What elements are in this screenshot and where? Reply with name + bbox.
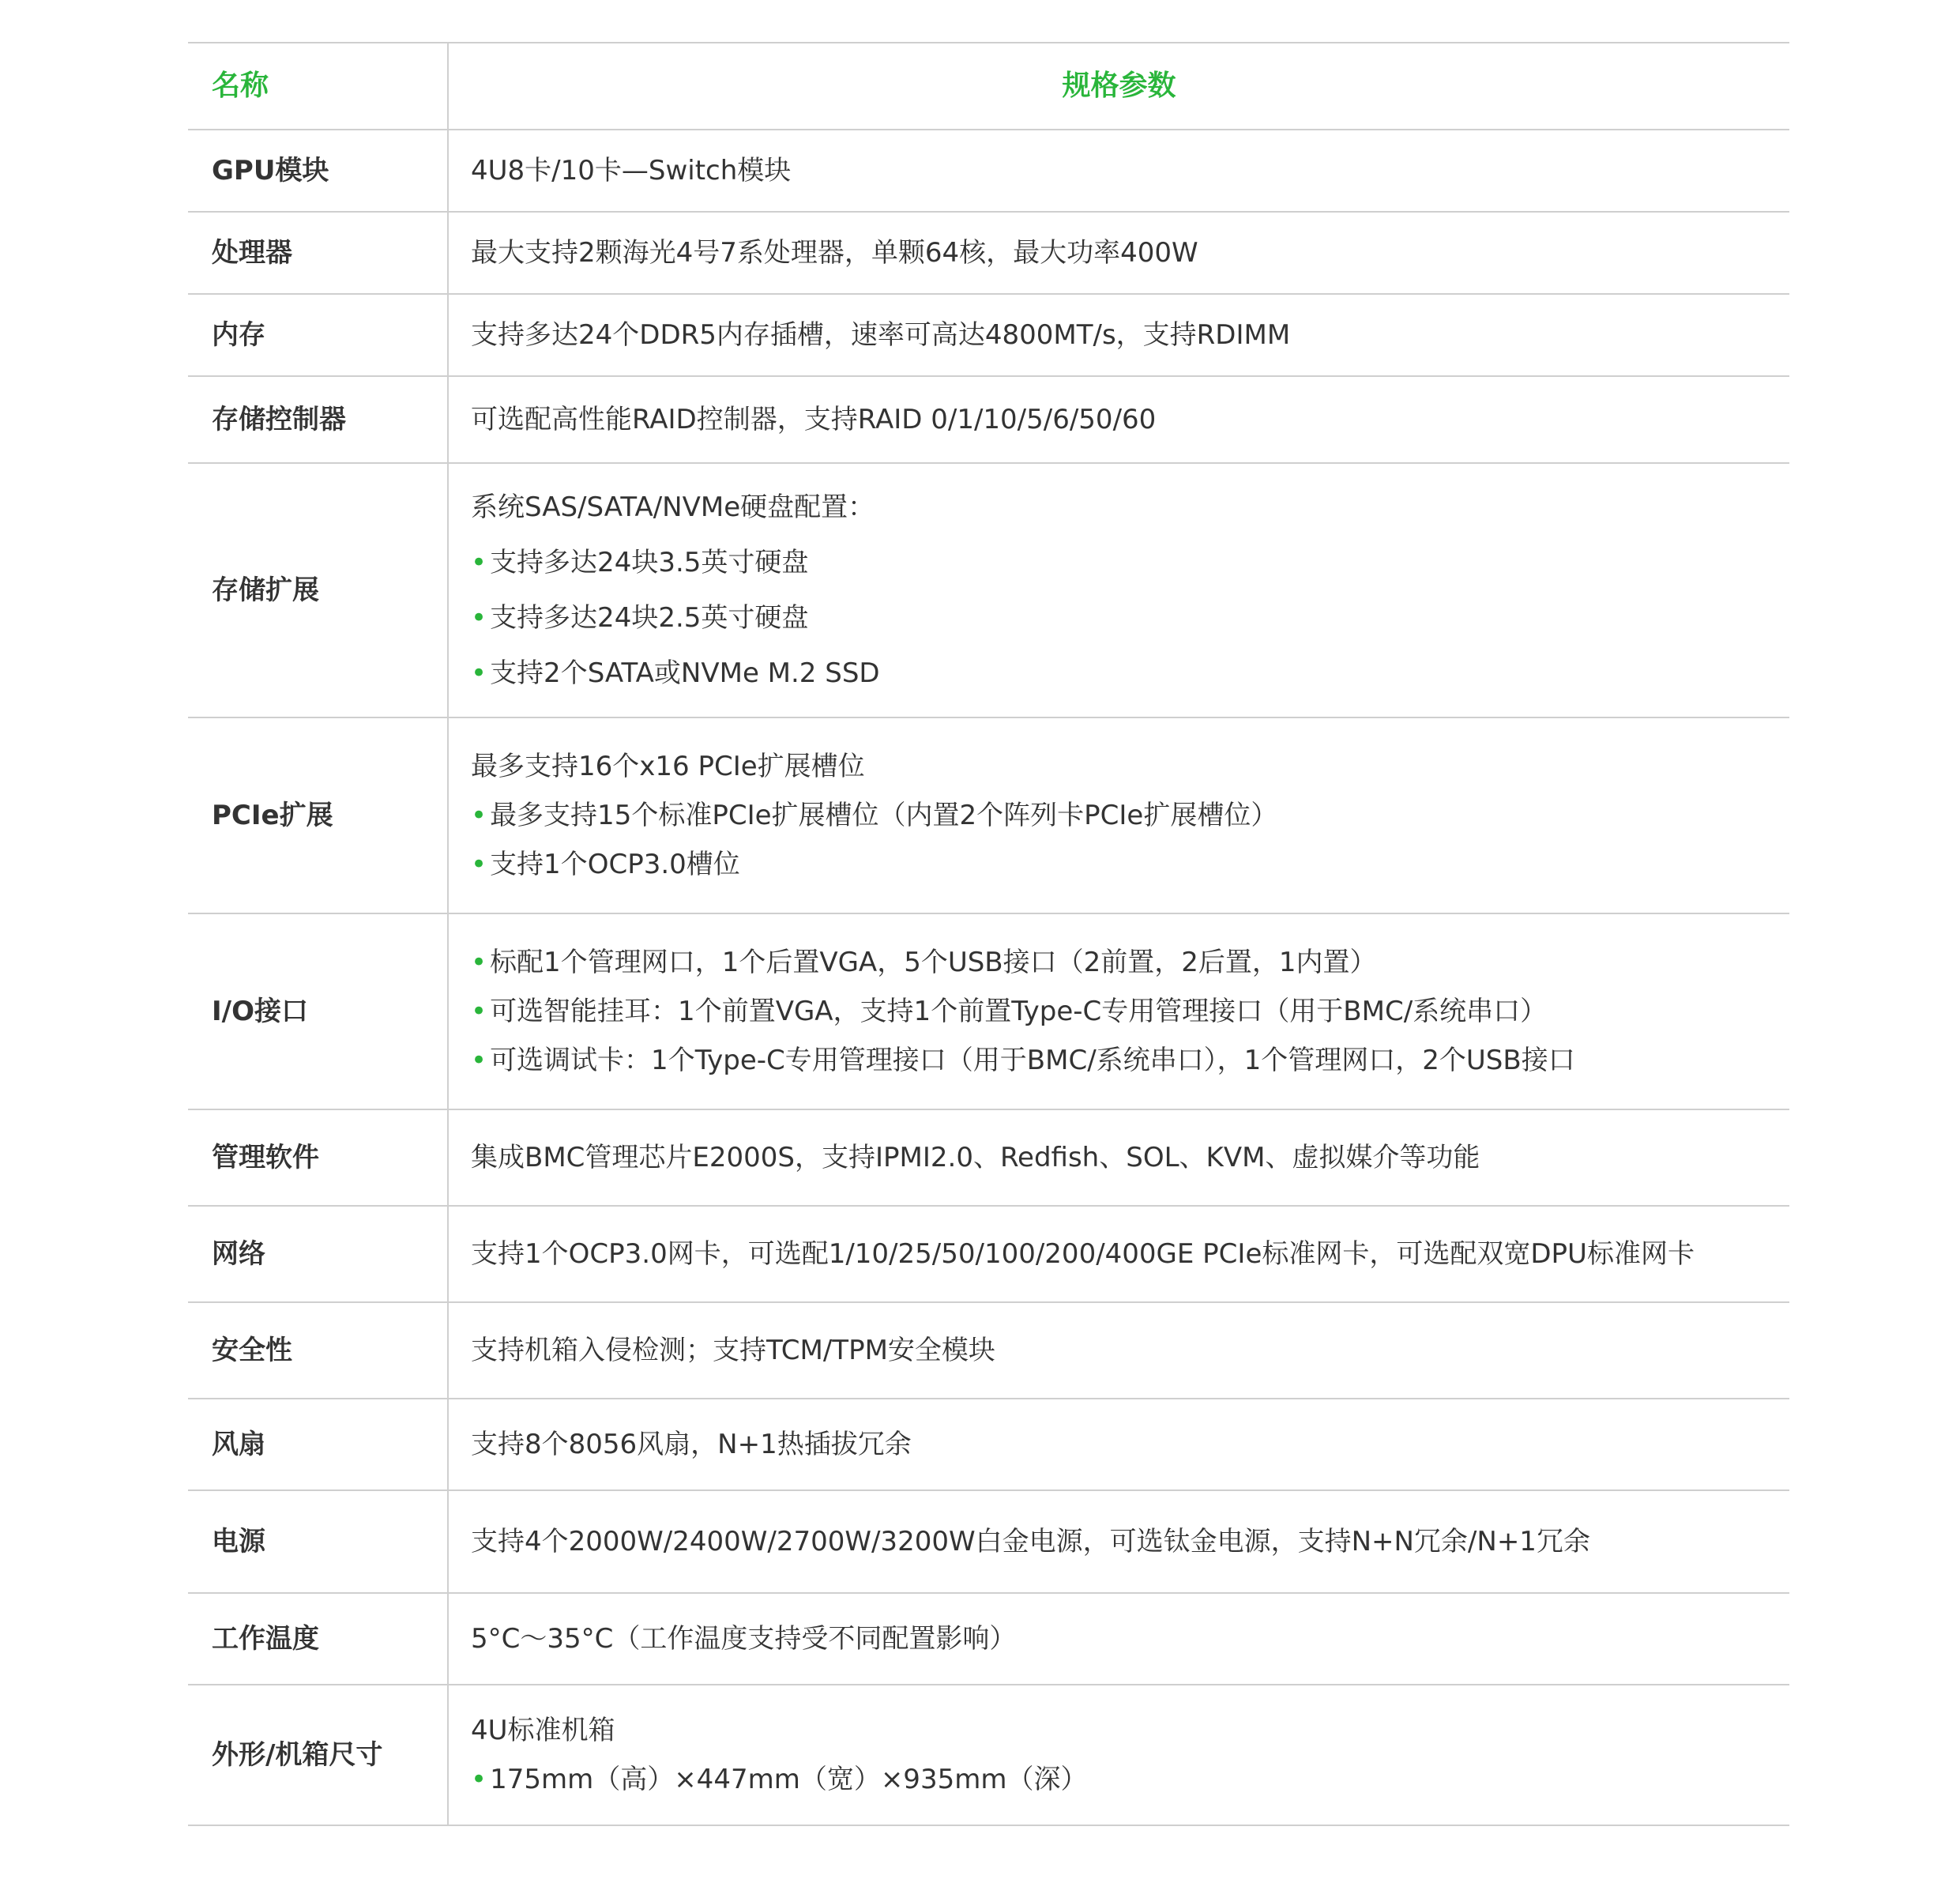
row-spec <box>448 212 1789 294</box>
table-row <box>188 376 1789 463</box>
row-name: 存储扩展 <box>188 463 448 717</box>
spec-text: 支持8个8056风扇，N+1热插拔冗余 <box>471 1429 912 1460</box>
row-name: 网络 <box>188 1206 448 1302</box>
spec-bullet-item <box>471 1755 1789 1804</box>
spec-text: 集成BMC管理芯片E2000S，支持IPMI2.0、Redfish、SOL、KVM、虚拟媒介等功能 <box>471 1142 1480 1173</box>
spec-bullet-item <box>471 791 1789 840</box>
spec-bullet-text: 175mm（高）×447mm（宽）×935mm（深） <box>490 1764 1088 1795</box>
row-name: 管理软件 <box>188 1109 448 1206</box>
spec-bullet-text: 支持多达24块2.5英寸硬盘 <box>490 602 809 634</box>
row-name: 存储控制器 <box>188 376 448 463</box>
row-spec <box>448 294 1789 376</box>
row-spec <box>448 376 1789 463</box>
row-name: PCIe扩展 <box>188 717 448 913</box>
row-name: 工作温度 <box>188 1593 448 1685</box>
row-name: 处理器 <box>188 212 448 294</box>
spec-text: 最多支持16个x16 PCIe扩展槽位 <box>471 751 865 782</box>
spec-text: 支持1个OCP3.0网卡，可选配1/10/25/50/100/200/400GE PCIe标准网卡，可选配双宽DPU标准网卡 <box>471 1238 1695 1270</box>
spec-bullet-item <box>471 646 1789 701</box>
row-spec <box>448 1109 1789 1206</box>
row-name: GPU模块 <box>188 130 448 212</box>
spec-bullet-item <box>471 938 1789 987</box>
bullet-dot-icon: • <box>471 1045 487 1076</box>
bullet-dot-icon: • <box>471 996 487 1027</box>
table-row <box>188 1302 1789 1399</box>
row-spec <box>448 130 1789 212</box>
table-header-row <box>188 43 1789 130</box>
table-row <box>188 294 1789 376</box>
table-row <box>188 1593 1789 1685</box>
spec-bullet-text: 支持多达24块3.5英寸硬盘 <box>490 547 809 578</box>
row-name: I/O接口 <box>188 913 448 1109</box>
table-row <box>188 717 1789 913</box>
spec-text: 4U8卡/10卡—Switch模块 <box>471 155 792 186</box>
spec-text: 4U标准机箱 <box>471 1715 615 1746</box>
table-row <box>188 1399 1789 1490</box>
bullet-dot-icon: • <box>471 849 487 880</box>
spec-text: 支持机箱入侵检测；支持TCM/TPM安全模块 <box>471 1335 995 1366</box>
row-spec <box>448 463 1789 717</box>
row-name: 安全性 <box>188 1302 448 1399</box>
row-name: 电源 <box>188 1490 448 1593</box>
table-body <box>188 130 1789 1825</box>
row-name: 内存 <box>188 294 448 376</box>
bullet-dot-icon: • <box>471 602 487 634</box>
row-spec <box>448 1593 1789 1685</box>
row-spec <box>448 1206 1789 1302</box>
header-spec: 规格参数 <box>448 43 1789 130</box>
table-row <box>188 1109 1789 1206</box>
row-name: 外形/机箱尺寸 <box>188 1685 448 1825</box>
spec-bullet-text: 标配1个管理网口，1个后置VGA，5个USB接口（2前置，2后置，1内置） <box>490 947 1377 978</box>
spec-bullet-item <box>471 535 1789 590</box>
bullet-dot-icon: • <box>471 1764 487 1795</box>
row-spec <box>448 1685 1789 1825</box>
row-spec <box>448 913 1789 1109</box>
header-name: 名称 <box>188 43 448 130</box>
row-name: 风扇 <box>188 1399 448 1490</box>
spec-text: 系统SAS/SATA/NVMe硬盘配置： <box>471 491 875 523</box>
table-row <box>188 212 1789 294</box>
row-spec <box>448 1302 1789 1399</box>
bullet-dot-icon: • <box>471 547 487 578</box>
table-row <box>188 1685 1789 1825</box>
bullet-dot-icon: • <box>471 947 487 978</box>
spec-bullet-item <box>471 590 1789 646</box>
spec-bullet-item <box>471 987 1789 1036</box>
row-spec <box>448 1490 1789 1593</box>
table-row <box>188 1490 1789 1593</box>
spec-bullet-text: 最多支持15个标准PCIe扩展槽位（内置2个阵列卡PCIe扩展槽位） <box>490 800 1278 831</box>
row-spec <box>448 717 1789 913</box>
bullet-dot-icon: • <box>471 657 487 689</box>
spec-text: 最大支持2颗海光4号7系处理器，单颗64核，最大功率400W <box>471 237 1198 269</box>
spec-bullet-text: 支持2个SATA或NVMe M.2 SSD <box>490 657 880 689</box>
spec-bullet-text: 可选调试卡：1个Type-C专用管理接口（用于BMC/系统串口），1个管理网口，2个USB接口 <box>490 1045 1575 1076</box>
spec-text: 支持多达24个DDR5内存插槽，速率可高达4800MT/s，支持RDIMM <box>471 319 1291 351</box>
spec-text: 支持4个2000W/2400W/2700W/3200W白金电源，可选钛金电源，支持N+N冗余/N+1冗余 <box>471 1526 1590 1557</box>
row-spec <box>448 1399 1789 1490</box>
bullet-dot-icon: • <box>471 800 487 831</box>
spec-bullet-item <box>471 840 1789 889</box>
spec-bullet-item <box>471 1036 1789 1085</box>
spec-bullet-text: 可选智能挂耳：1个前置VGA，支持1个前置Type-C专用管理接口（用于BMC/系统串口） <box>490 996 1548 1027</box>
spec-text: 可选配高性能RAID控制器，支持RAID 0/1/10/5/6/50/60 <box>471 404 1157 435</box>
spec-text: 5°C～35°C（工作温度支持受不同配置影响） <box>471 1623 1017 1655</box>
table-row <box>188 1206 1789 1302</box>
spec-table <box>188 42 1789 1826</box>
table-row <box>188 130 1789 212</box>
spec-bullet-text: 支持1个OCP3.0槽位 <box>490 849 740 880</box>
table-row <box>188 463 1789 717</box>
table-row <box>188 913 1789 1109</box>
